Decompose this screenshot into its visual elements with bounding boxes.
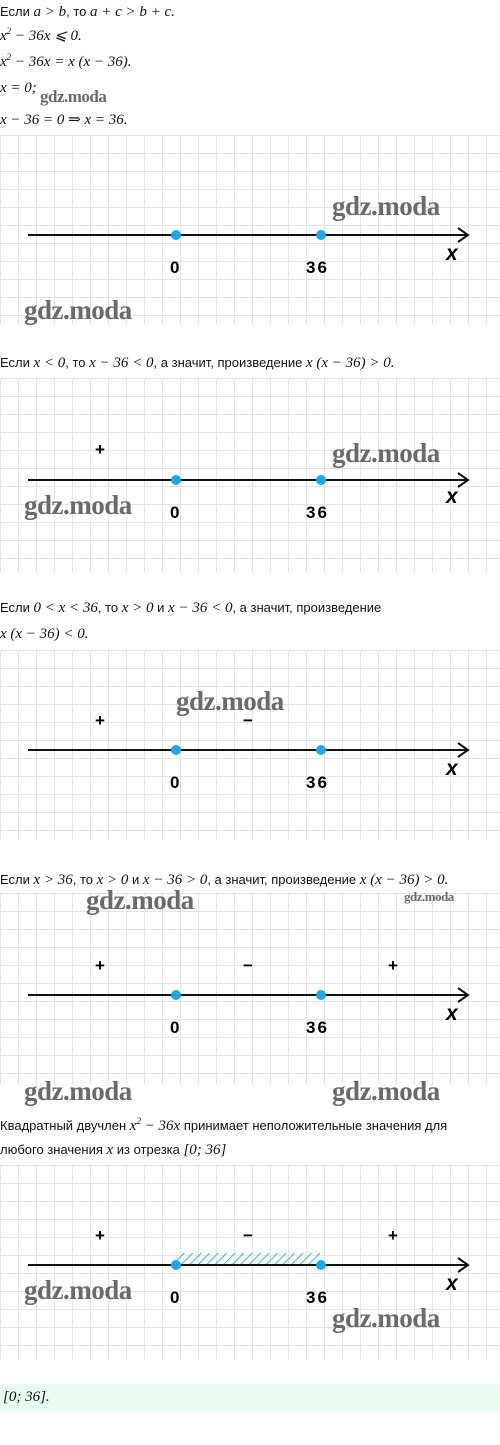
text: Если xyxy=(0,355,34,370)
math-x: x xyxy=(129,1118,137,1134)
math: x − 36 < 0 xyxy=(168,600,233,616)
sign-plus: + xyxy=(388,1226,398,1245)
conclusion-line-2 xyxy=(0,1142,226,1159)
label-zero: 0 xyxy=(170,1288,180,1307)
watermark: gdz.moda xyxy=(332,1303,440,1333)
point-36 xyxy=(316,230,326,240)
label-36: 36 xyxy=(306,258,329,277)
conclusion-line-1 xyxy=(0,1116,447,1135)
axis-var: x xyxy=(446,242,458,265)
point-zero xyxy=(171,230,181,240)
math: x > 0 xyxy=(96,872,129,888)
sign-plus: + xyxy=(95,956,105,975)
text: , то xyxy=(97,600,122,615)
text: , то xyxy=(72,872,97,887)
math: 0 < x < 36 xyxy=(33,600,98,616)
watermark: gdz.moda xyxy=(332,191,440,221)
text: и xyxy=(128,872,143,887)
text: Если xyxy=(0,4,34,19)
math: − 36x = x (x − 36). xyxy=(14,54,132,70)
sign-minus: − xyxy=(243,711,253,730)
step2-text-line-2 xyxy=(0,626,89,643)
math-x: x xyxy=(0,28,7,44)
math: x (x − 36) > 0. xyxy=(359,872,449,888)
math: x (x − 36) > 0. xyxy=(306,355,395,371)
axis-var: x xyxy=(446,1272,458,1295)
text: , то xyxy=(66,4,90,19)
math: − 36x xyxy=(144,1118,181,1134)
text: , а значит, произведение xyxy=(153,355,306,370)
watermark: gdz.moda xyxy=(332,438,440,468)
text: из отрезка xyxy=(113,1142,184,1157)
watermark: gdz.moda xyxy=(176,686,284,716)
point-36 xyxy=(316,990,326,1000)
number-line-4 xyxy=(0,885,500,1085)
sign-plus: + xyxy=(388,956,398,975)
step2-text-line-1 xyxy=(0,600,381,617)
sign-plus: + xyxy=(95,711,105,730)
text: Квадратный двучлен xyxy=(0,1118,130,1133)
label-zero: 0 xyxy=(170,258,180,277)
label-zero: 0 xyxy=(170,1018,180,1037)
intro-line-3 xyxy=(0,52,132,71)
watermark: gdz.moda xyxy=(404,889,454,904)
step3-text xyxy=(0,872,448,889)
sign-plus: + xyxy=(95,440,105,459)
axis-var: x xyxy=(446,485,458,508)
label-36: 36 xyxy=(306,773,329,792)
point-zero xyxy=(171,1260,181,1270)
sign-minus: − xyxy=(243,1226,253,1245)
hatched-interval xyxy=(176,1253,321,1265)
text: , а значит, произведение xyxy=(207,872,360,887)
math: x > 36 xyxy=(33,872,73,888)
point-36 xyxy=(316,475,326,485)
point-zero xyxy=(171,745,181,755)
label-36: 36 xyxy=(306,1018,329,1037)
text: принимает неположительные значения для xyxy=(180,1118,448,1133)
watermark: gdz.moda xyxy=(24,1076,132,1106)
step1-text xyxy=(0,355,395,372)
intro-line-1 xyxy=(0,4,175,21)
watermark: gdz.moda xyxy=(332,1076,440,1106)
label-36: 36 xyxy=(306,1288,329,1307)
answer-box xyxy=(0,1384,500,1412)
math: x xyxy=(106,1142,114,1158)
text: , то xyxy=(65,355,90,370)
point-36 xyxy=(316,1260,326,1270)
math: x < 0 xyxy=(33,355,66,371)
number-line-2 xyxy=(0,378,500,573)
math: x > 0 xyxy=(121,600,154,616)
intro-line-5 xyxy=(0,110,128,129)
label-zero: 0 xyxy=(170,773,180,792)
number-line-1 xyxy=(0,135,500,325)
point-zero xyxy=(171,475,181,485)
number-line-3 xyxy=(0,650,500,840)
sign-plus: + xyxy=(95,1226,105,1245)
watermark: gdz.moda xyxy=(24,490,132,520)
math: x = 0; xyxy=(0,80,37,96)
math: − 36x ⩽ 0. xyxy=(14,28,82,44)
watermark: gdz.moda xyxy=(24,295,132,325)
axis-svg xyxy=(0,378,500,573)
number-line-5 xyxy=(0,1165,500,1360)
axis-svg xyxy=(0,650,500,840)
math-sup: 2 xyxy=(6,52,12,62)
math: a + c > b + c. xyxy=(89,4,175,20)
point-36 xyxy=(316,745,326,755)
math: x − 36 < 0 xyxy=(89,355,154,371)
math-x: x xyxy=(0,54,7,70)
math: a > b xyxy=(33,4,67,20)
label-36: 36 xyxy=(306,503,329,522)
text: , а значит, произведение xyxy=(232,600,382,615)
math: x − 36 = 0 ⇒ x = 36. xyxy=(0,112,128,128)
axis-var: x xyxy=(446,1002,458,1025)
math: [0; 36] xyxy=(183,1142,227,1158)
watermark: gdz.moda xyxy=(24,1275,132,1305)
text: и xyxy=(153,600,169,615)
math: x (x − 36) < 0. xyxy=(0,626,89,642)
axis-var: x xyxy=(446,757,458,780)
math: x − 36 > 0 xyxy=(142,872,208,888)
text: Если xyxy=(0,872,34,887)
text: Если xyxy=(0,600,34,615)
sign-minus: − xyxy=(243,956,253,975)
math-sup: 2 xyxy=(136,1116,141,1126)
axis-svg xyxy=(0,893,500,1085)
math-sup: 2 xyxy=(6,26,12,36)
point-zero xyxy=(171,990,181,1000)
text: любого значения xyxy=(0,1142,107,1157)
answer-value: [0; 36]. xyxy=(3,1389,50,1405)
label-zero: 0 xyxy=(170,503,180,522)
intro-line-2 xyxy=(0,26,82,45)
intro-line-4 xyxy=(0,80,37,97)
watermark: gdz.moda xyxy=(40,87,107,106)
watermark: gdz.moda xyxy=(86,885,194,915)
